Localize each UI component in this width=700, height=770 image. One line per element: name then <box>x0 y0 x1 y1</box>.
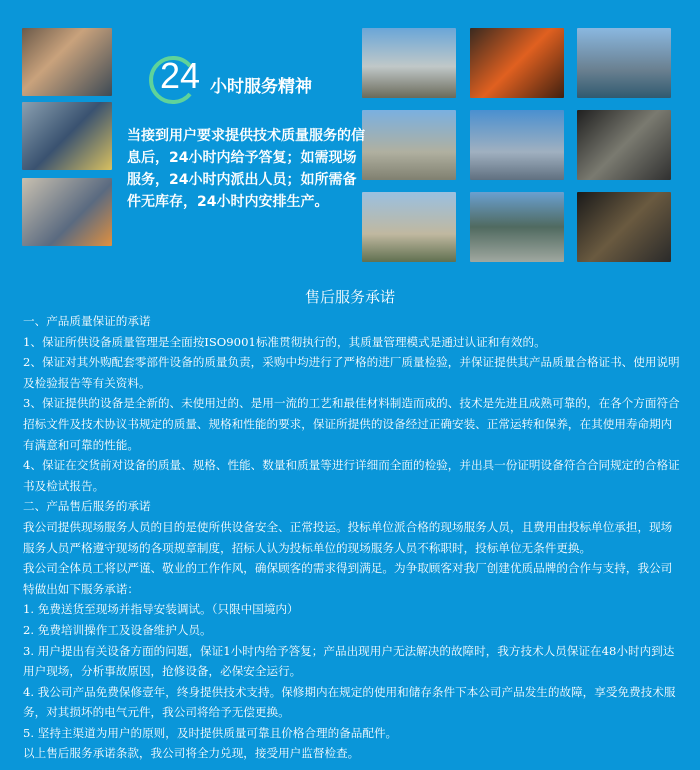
service-item-4: 4. 我公司产品免费保修壹年，终身提供技术支持。保修期内在规定的使用和储存条件下本公司产品发生的故障，享受免费技术服务，对其损坏的电气元件，我公司将给予无偿更换。 <box>23 684 676 720</box>
photo-technician-1 <box>22 28 112 96</box>
quality-item-1: 1、保证所供设备质量管理是全面按ISO9001标准贯彻执行的，其质量管理模式是通过认证和有效的。 <box>23 334 546 349</box>
photo-cement-plant <box>362 110 456 180</box>
service-slogan: 小时服务精神 <box>210 77 312 97</box>
commitment-body <box>23 311 683 764</box>
photo-technician-3 <box>22 178 112 246</box>
heading-quality: 一、产品质量保证的承诺 <box>23 314 151 328</box>
service-item-5: 5. 坚持主渠道为用户的原则，及时提供质量可靠且价格合理的备品配件。 <box>23 725 398 740</box>
photo-dam <box>470 192 564 262</box>
service-intro: 当接到用户要求提供技术质量服务的信息后，24小时内给予答复；如需现场服务，24小时内派出人员；如所需备件无库存，24小时内安排生产。 <box>127 128 365 210</box>
photo-refinery <box>470 110 564 180</box>
photo-industrial-site <box>362 192 456 262</box>
heading-after-sales: 二、产品售后服务的承诺 <box>23 499 151 514</box>
after-sales-intro-2: 我公司全体员工将以严谨、敬业的工作作风，确保顾客的需求得到满足。为争取顾客对我厂创建优质品牌的合作与支持，我公司特做出如下服务承诺： <box>23 561 673 596</box>
quality-item-3: 3、保证提供的设备是全新的、未使用过的、是用一流的工艺和最佳材料制造而成的、技术是先进且成熟可靠的，在各个方面符合招标文件及技术协议书规定的质量、规格和性能的要求，保证所提供的设备经过正确安装、正常运转和保养，在其使用寿命期内有满意和可靠的性能。 <box>23 396 680 452</box>
quality-item-2: 2、保证对其外购配套零部件设备的质量负责，采购中均进行了严格的进厂质量检验，并保证提供其产品质量合格证书、使用说明及检验报告等有关资料。 <box>23 355 680 390</box>
quality-item-4: 4、保证在交货前对设备的质量、规格、性能、数量和质量等进行详细而全面的检验，并出具一份证明设备符合合同规定的合格证书及检试报告。 <box>23 458 680 493</box>
photo-port-crane <box>577 28 671 98</box>
service-item-1: 1. 免费送货至现场并指导安装调试。（只限中国境内） <box>23 602 299 617</box>
service-item-2: 2. 免费培训操作工及设备维护人员。 <box>23 622 212 637</box>
photo-factory-pipes <box>577 110 671 180</box>
service-item-3: 3. 用户提出有关设备方面的问题，保证1小时内给予答复；产品出现用户无法解决的故障时，我方技术人员保证在48小时内到达用户现场，分析事故原因，抢修设备，必保安全运行。 <box>23 643 675 679</box>
photo-technician-2 <box>22 102 112 170</box>
after-sales-intro-1: 我公司提供现场服务人员的目的是使所供设备安全、正常投运。投标单位派合格的现场服务人员，且费用由投标单位承担，现场服务人员严格遵守现场的各项规章制度，招标人认为投标单位的现场服务人员不称职时，投标单位无条件更换。 <box>23 519 673 555</box>
closing-statement: 以上售后服务承诺条款，我公司将全力兑现，接受用户监督检查。 <box>23 746 360 761</box>
section-title: 售后服务承诺 <box>304 288 395 306</box>
photo-mine-workers <box>577 192 671 262</box>
photo-steel-mill <box>470 28 564 98</box>
badge-number: 24 <box>160 55 201 96</box>
photo-power-plant <box>362 28 456 98</box>
